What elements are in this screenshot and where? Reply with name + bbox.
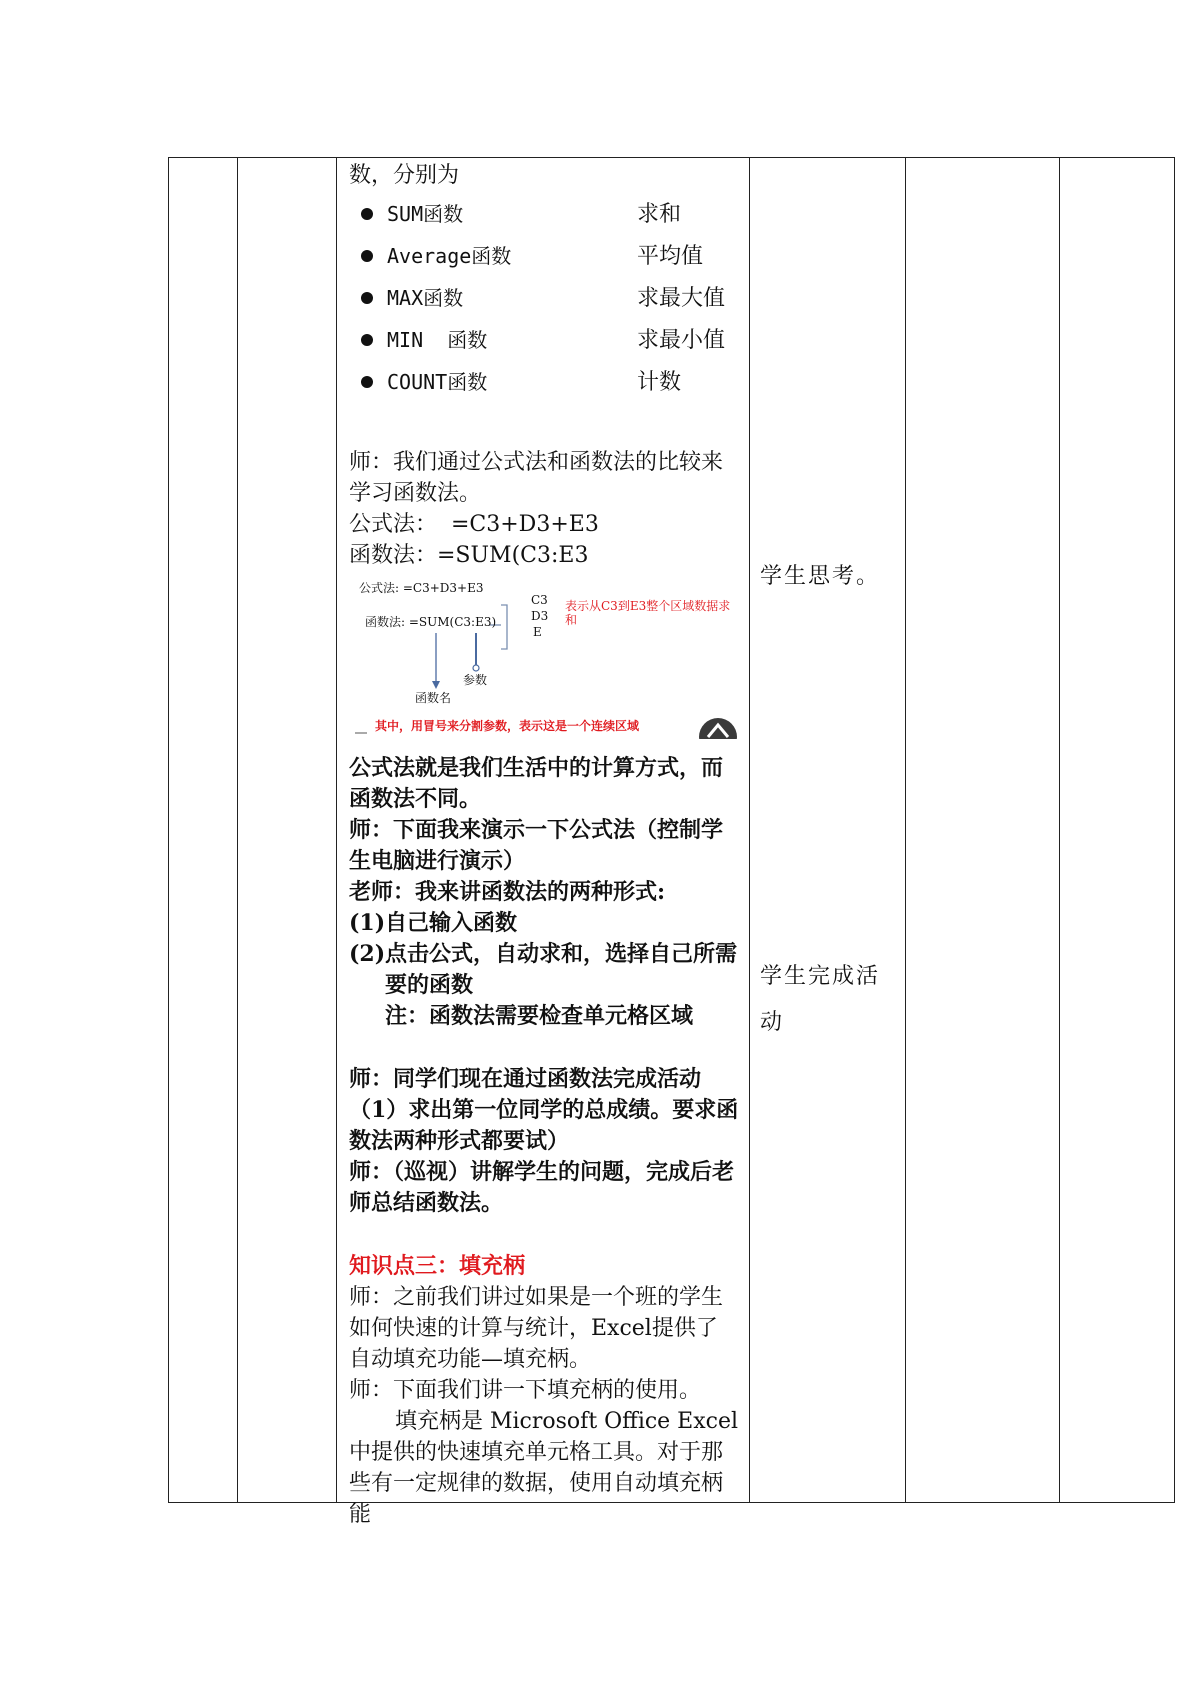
enum-number: (2)	[349, 941, 386, 967]
function-item-sum	[349, 193, 739, 235]
enum-number: (1)	[349, 910, 386, 936]
bold-para-summary: 师：（巡视）讲解学生的问题，完成后老师总结函数法。	[349, 1159, 735, 1216]
function-name: Average函数	[387, 243, 512, 268]
formula-diagram	[349, 577, 739, 749]
bold-para-demo: 师：下面我来演示一下公式法（控制学生电脑进行演示）	[349, 817, 724, 874]
enum-item-1	[349, 908, 739, 939]
bullet-icon	[361, 208, 373, 220]
fill-para-intro: 师：之前我们讲过如果是一个班的学生如何快速的计算与统计，Excel提供了自动填充功能—填充柄。	[349, 1285, 724, 1372]
note-line: 注：函数法需要检查单元格区域	[385, 1003, 694, 1029]
bullet-icon	[361, 292, 373, 304]
column-divider	[905, 157, 906, 1503]
column-divider	[336, 157, 337, 1503]
function-item-count	[349, 361, 739, 403]
diagram-cell: D3	[531, 609, 549, 623]
bold-para-forms: 老师：我来讲函数法的两种形式:	[349, 879, 666, 905]
function-name: MAX函数	[387, 285, 464, 310]
diagram-cell: E	[533, 625, 542, 639]
fill-para-definition: 填充柄是 Microsoft Office Excel中提供的快速填充单元格工具。对于那些有一定规律的数据，使用自动填充柄能	[349, 1409, 739, 1527]
enum-text: 自己输入函数	[385, 910, 518, 936]
diagram-cell: C3	[531, 593, 548, 607]
function-method: 函数法：=SUM(C3:E3	[349, 543, 589, 568]
student-think: 学生思考。	[760, 564, 881, 589]
compare-text: 师：我们通过公式法和函数法的比较来学习函数法。	[349, 450, 724, 506]
function-item-average	[349, 235, 739, 277]
function-desc: 求最小值	[637, 327, 726, 353]
function-desc: 求最大值	[637, 285, 726, 311]
function-list	[349, 193, 739, 403]
function-name: COUNT函数	[387, 369, 488, 394]
diagram-fname-label: 函数名	[415, 691, 452, 705]
fill-para-usage: 师：下面我们讲一下填充柄的使用。	[349, 1378, 702, 1403]
column-divider	[1059, 157, 1060, 1503]
bullet-icon	[361, 376, 373, 388]
function-name: MIN 函数	[387, 327, 488, 352]
function-desc: 平均值	[637, 243, 704, 269]
column-divider	[237, 157, 238, 1503]
enum-text: 点击公式，自动求和，选择自己所需要的函数	[385, 941, 738, 998]
column-divider	[749, 157, 750, 1503]
formula-method: 公式法： =C3+D3+E3	[349, 512, 599, 537]
intro-line: 数，分别为	[349, 163, 460, 188]
section-title: 知识点三：填充柄	[349, 1253, 526, 1279]
function-item-max	[349, 277, 739, 319]
bullet-icon	[361, 334, 373, 346]
teaching-content-cell	[349, 160, 739, 1530]
function-desc: 计数	[637, 369, 682, 395]
bullet-icon	[361, 250, 373, 262]
function-desc: 求和	[637, 201, 682, 227]
diagram-range-note: 表示从C3到E3整个区域数据求和	[565, 599, 731, 627]
bold-para-activity: 师：同学们现在通过函数法完成活动（1）求出第一位同学的总成绩。要求函数法两种形式都要试）	[349, 1066, 739, 1154]
diagram-formula-label: 公式法: =C3+D3+E3	[359, 581, 484, 595]
function-item-min	[349, 319, 739, 361]
student-activity: 学生完成活动	[760, 964, 881, 1035]
bold-para-formula: 公式法就是我们生活中的计算方式，而函数法不同。	[349, 755, 724, 812]
diagram-function-label: 函数法: =SUM(C3:E3)	[365, 615, 497, 629]
enum-item-2	[349, 939, 739, 1001]
diagram-colon-note: 其中，用冒号来分割参数，表示这是一个连续区域	[375, 719, 640, 733]
function-name: SUM函数	[387, 201, 464, 226]
diagram-param-label: 参数	[463, 673, 488, 687]
